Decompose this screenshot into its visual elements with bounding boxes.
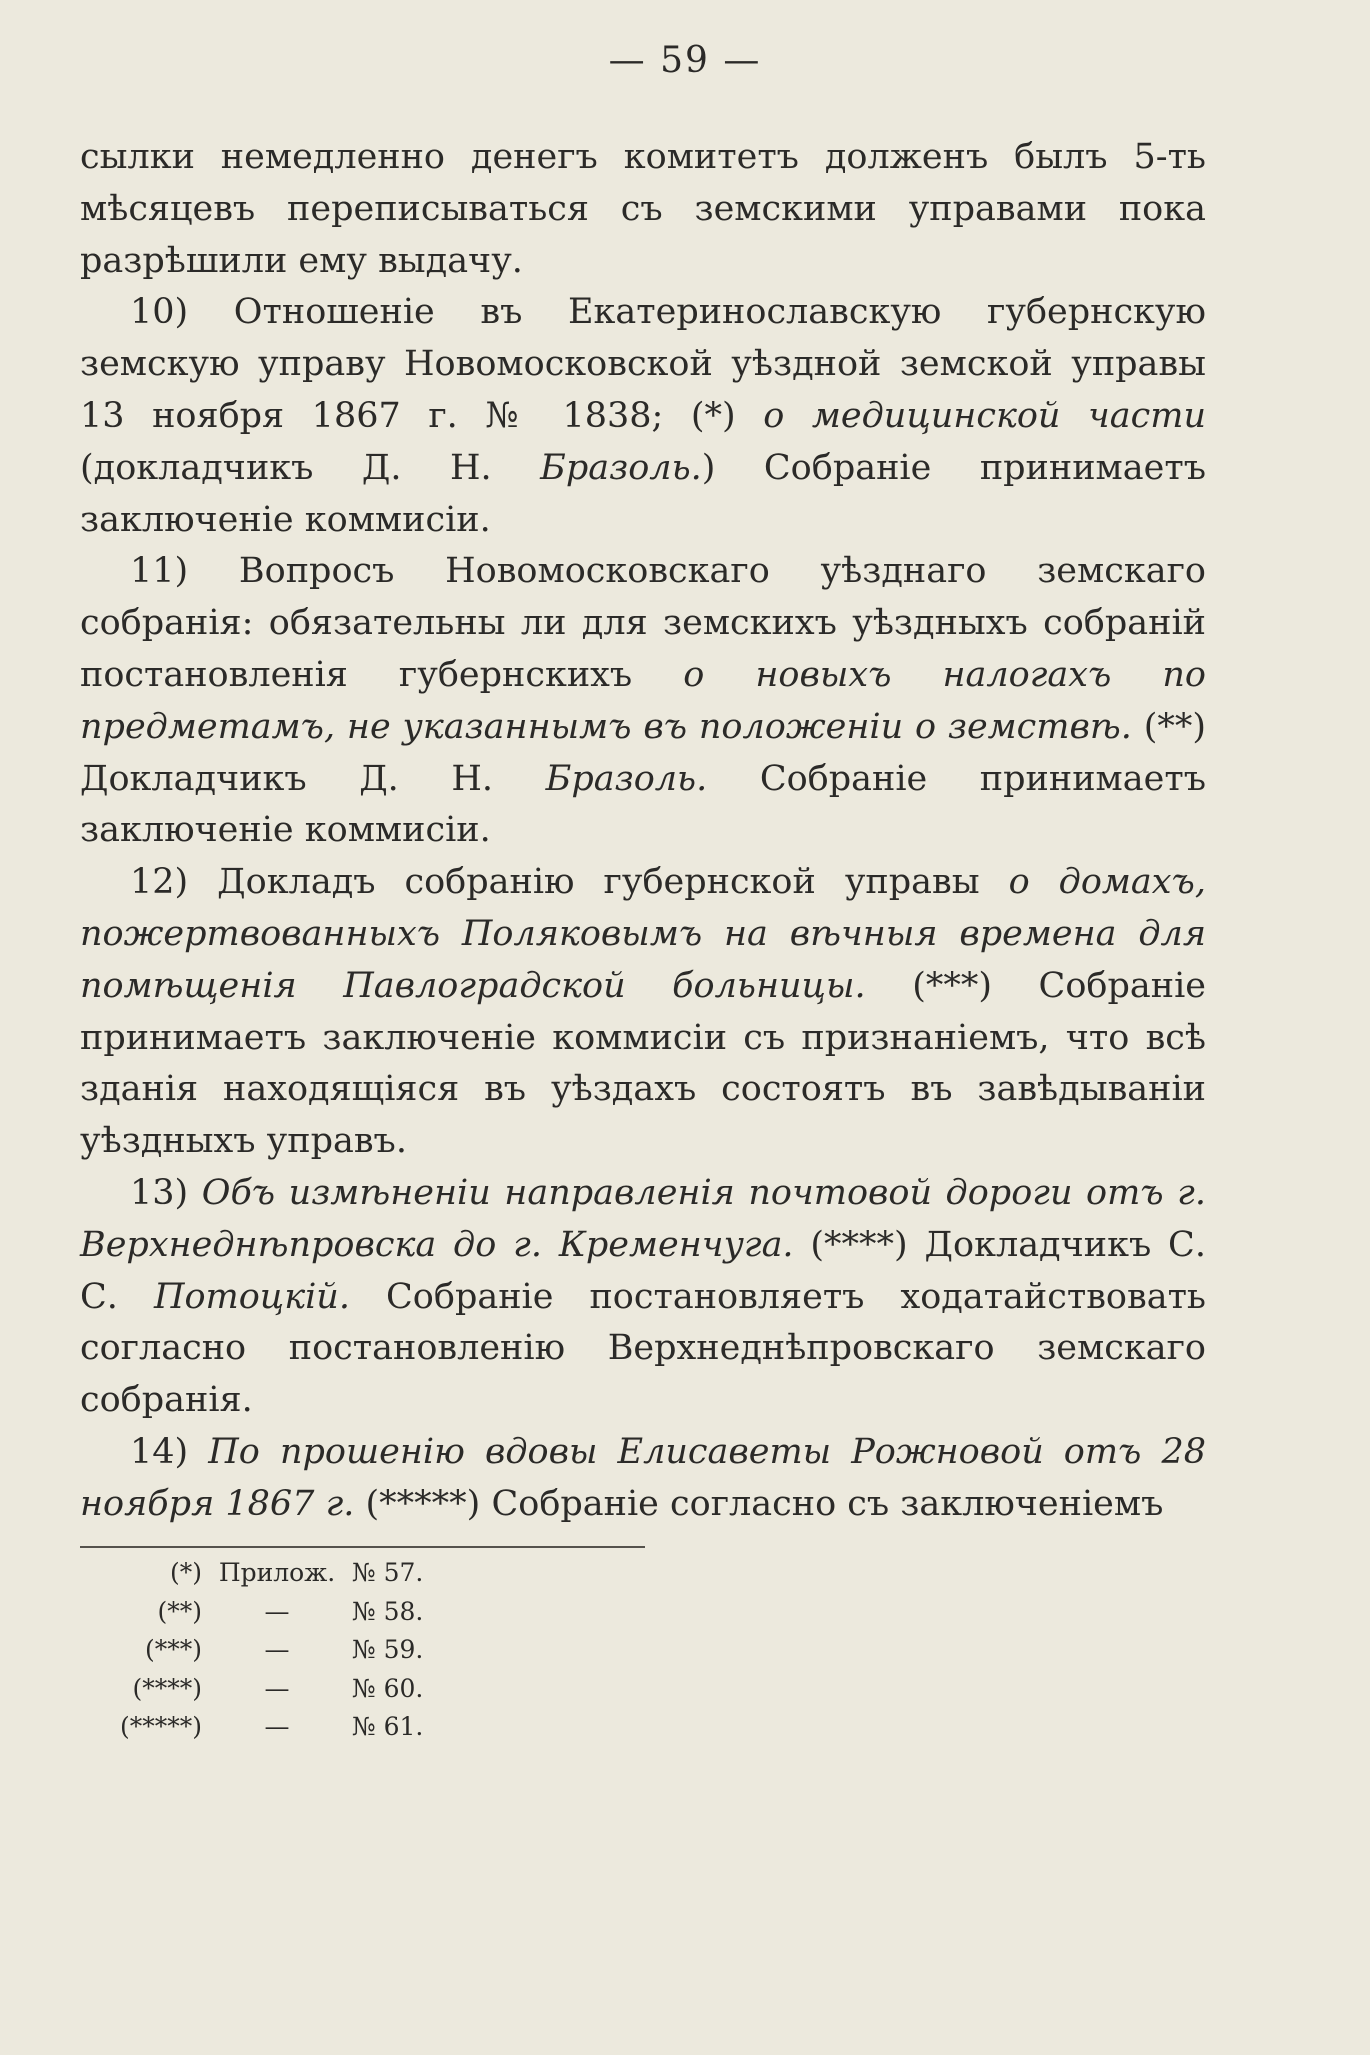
footnote-row xyxy=(80,1554,452,1593)
item-13-subject: Объ измѣненіи направленія почтовой дороги отъ г. Верхнеднѣпровска до г. Кременчуга. xyxy=(80,1172,1206,1265)
footnote-row xyxy=(80,1593,452,1632)
footnote-divider xyxy=(80,1546,645,1548)
paragraph-continuation: сылки немедленно денегъ комитетъ долженъ былъ 5-ть мѣсяцевъ переписываться съ земскими управами пока разрѣшили ему выдачу. xyxy=(80,137,1206,281)
paragraph-item-10 xyxy=(80,287,1206,546)
item-12-tail: (***) Собраніе принимаетъ заключеніе коммисіи съ признаніемъ, что всѣ зданія находящіяся въ уѣздахъ состоятъ въ завѣдываніи уѣздныхъ управъ. xyxy=(80,965,1206,1162)
item-13-tail: Собраніе постановляетъ ходатайствовать согласно постановленію Верхнеднѣпровскаго земскаго собранія. xyxy=(80,1276,1206,1421)
footnote-mark: (*) xyxy=(169,1558,202,1587)
item-11-lead: 11) Вопросъ Новомосковскаго уѣзднаго земскаго собранія: обязательны ли для земскихъ уѣздныхъ собраній постановленія губернскихъ xyxy=(80,551,1206,695)
footnote-number: № 57. xyxy=(352,1558,424,1587)
item-11-mid: (**) Докладчикъ Д. Н. xyxy=(80,706,1206,799)
body-text xyxy=(80,132,1206,1531)
item-13-reporter: Потоцкій. xyxy=(153,1276,350,1317)
item-11-subject: о новыхъ налогахъ по предметамъ, не указаннымъ въ положеніи о земствѣ. xyxy=(80,654,1206,747)
footnote-number: № 60. xyxy=(352,1673,424,1703)
paragraph-item-13 xyxy=(80,1168,1206,1427)
item-14-lead: 14) xyxy=(130,1431,189,1472)
item-10-reporter: Бразоль. xyxy=(540,447,702,488)
item-11-reporter: Бразоль. xyxy=(545,758,708,799)
footnote-mark: (*****) xyxy=(119,1712,202,1741)
item-12-lead: 12) Докладъ собранію губернской управы xyxy=(130,862,980,903)
footnote-label: — xyxy=(264,1673,290,1703)
footnote-label: — xyxy=(264,1596,290,1626)
footnote-mark: (***) xyxy=(144,1635,202,1664)
footnote-number: № 59. xyxy=(352,1635,424,1664)
footnote-row xyxy=(80,1670,452,1709)
footnote-number: № 61. xyxy=(352,1712,424,1741)
paragraph-item-14 xyxy=(80,1427,1206,1531)
footnote-label: — xyxy=(264,1712,290,1741)
footnote-row xyxy=(80,1708,452,1747)
item-10-lead: 10) Отношеніе въ Екатеринославскую губернскую земскую управу Новомосковской уѣздной земской управы 13 ноября 1867 г. № 1838; (*) xyxy=(80,292,1206,436)
item-13-mid: (****) Докладчикъ С. С. xyxy=(80,1224,1206,1317)
page-number: — 59 — xyxy=(608,40,762,81)
footnote-mark: (****) xyxy=(132,1673,202,1703)
footnote-row xyxy=(80,1631,452,1670)
item-14-tail: (*****) Собраніе согласно съ заключеніемъ xyxy=(365,1483,1164,1524)
item-14-subject: По прошенію вдовы Елисаветы Рожновой отъ 28 ноября 1867 г. xyxy=(80,1431,1206,1524)
item-13-lead: 13) xyxy=(130,1172,189,1213)
item-10-tail: ) Собраніе принимаетъ заключеніе коммисіи. xyxy=(80,447,1206,540)
footnote-label: Прилож. xyxy=(218,1558,336,1587)
footnotes xyxy=(80,1554,452,1747)
item-12-subject: о домахъ, пожертвованныхъ Поляковымъ на вѣчныя времена для помѣщенія Павлоградской больницы. xyxy=(80,862,1206,1006)
paragraph-item-12 xyxy=(80,857,1206,1168)
item-10-subject: о медицинской части xyxy=(763,395,1206,436)
footnote-number: № 58. xyxy=(352,1596,424,1626)
item-10-mid: (докладчикъ Д. Н. xyxy=(80,447,492,488)
footnote-label: — xyxy=(264,1635,290,1664)
footnote-mark: (**) xyxy=(157,1596,202,1626)
item-11-tail: Собраніе принимаетъ заключеніе коммисіи. xyxy=(80,758,1206,851)
paragraph-item-11 xyxy=(80,546,1206,857)
